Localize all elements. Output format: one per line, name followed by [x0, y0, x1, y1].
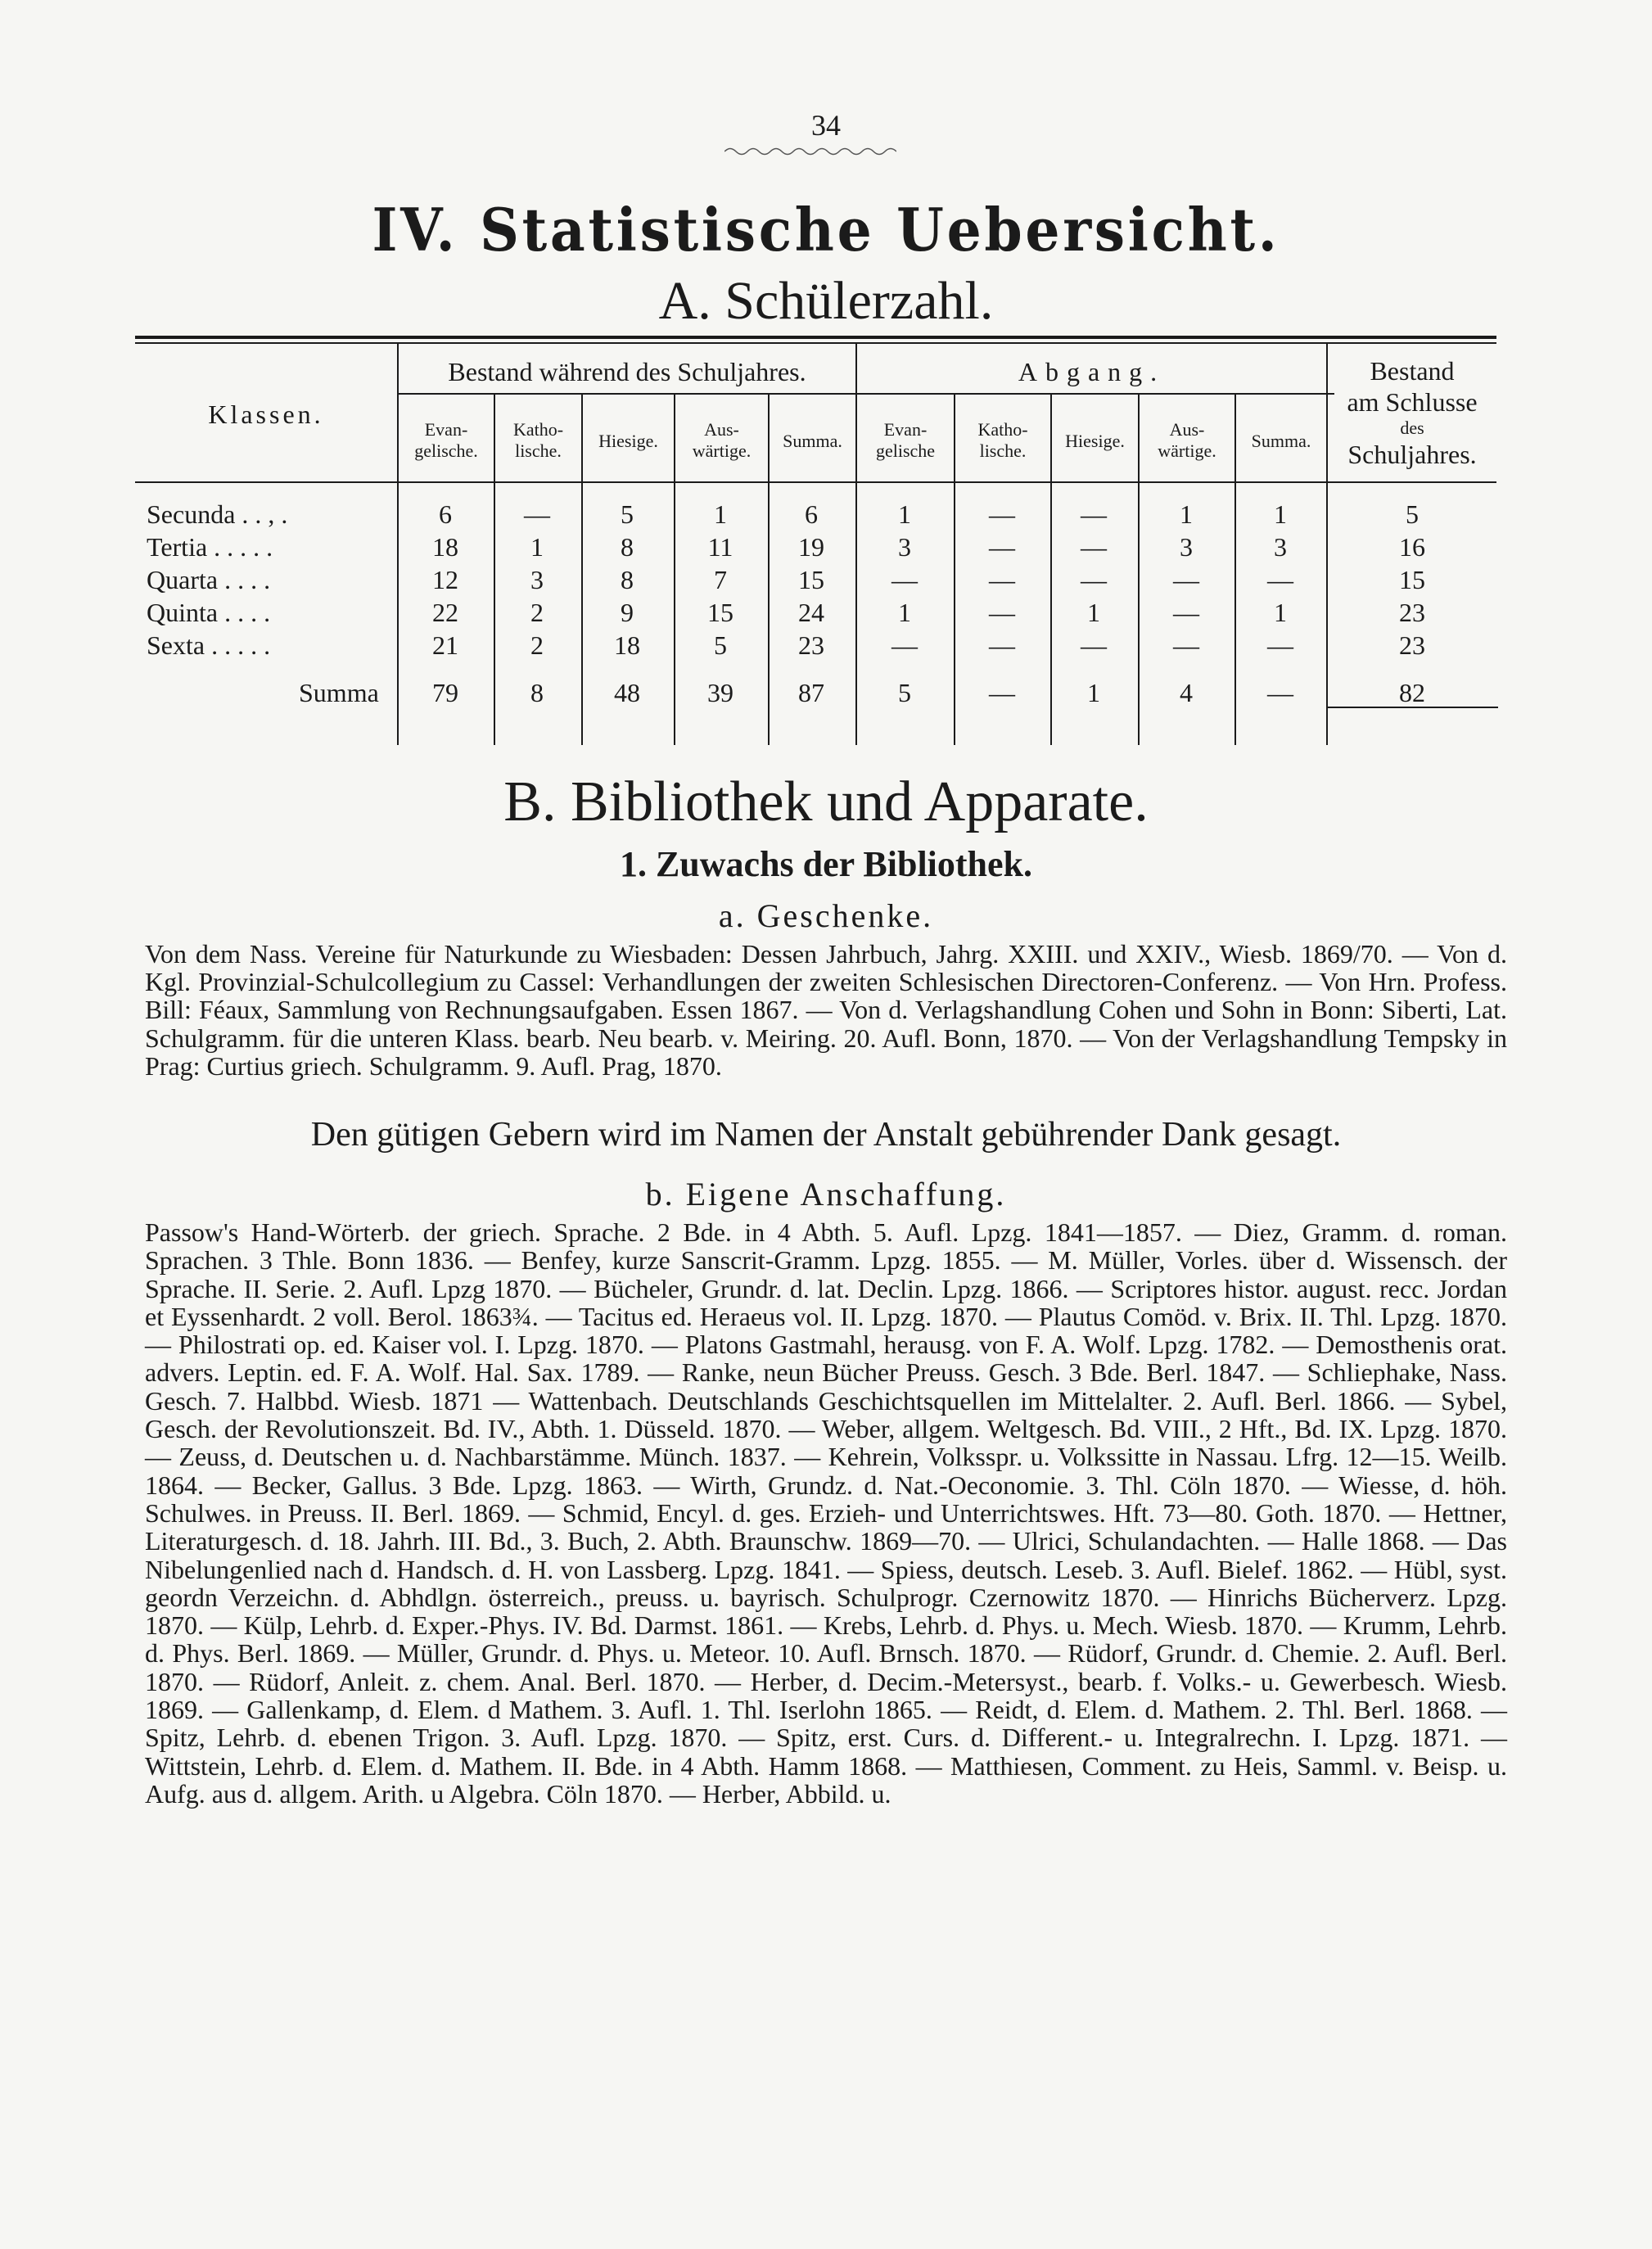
subheader-line: Katho-	[512, 419, 564, 440]
header-schluss-line: am Schlusse	[1347, 387, 1478, 417]
subheader-line: Evan-	[883, 419, 928, 440]
table-cell: 6	[439, 499, 452, 529]
header-bestand-schluss	[1328, 355, 1496, 470]
table-top-rule	[135, 336, 1496, 339]
table-cell: 1	[530, 532, 544, 562]
subheader-line: Aus-	[1169, 419, 1205, 440]
header-schluss-line: des	[1400, 418, 1424, 438]
table-cell: —	[989, 630, 1015, 660]
summa-cell: 5	[898, 678, 911, 707]
paragraph-anschaffung: Passow's Hand-Wörterb. der griech. Sprache. 2 Bde. in 4 Abth. 5. Aufl. Lpzg. 1841—1857. — Diez, Gramm. d. roman. Sprachen. 3 Thle. Bonn 1836. — Benfey, kurze Sanscrit-Gramm. Lpzg. 1855. — M. Müller, Vorles. über d. Wissensch. der Sprache. II. Serie. 2. Aufl. Lpzg 1870. — Bücheler, Grundr. d. lat. Declin. Lpzg. 1866. — Scriptores histor. august. recc. Jordan et Eyssenhardt. 2 voll. Berol. 1863¾. — Tacitus ed. Heraeus vol. II. Lpzg. 1870. — Plautus Comöd. v. Brix. II. Thl. Lpzg. 1870. — Philostrati op. ed. Kaiser vol. I. Lpzg. 1870. — Platons Gastmahl, herausg. von F. A. Wolf. Lpzg. 1782. — Demosthenis orat. advers. Leptin. ed. F. A. Wolf. Hal. Sax. 1789. — Ranke, neun Bücher Preuss. Gesch. 3 Bde. Berl. 1847. — Schliephake, Nass. Gesch. 7. Halbbd. Wiesb. 1871 — Wattenbach. Deutschlands Geschichtsquellen im Mittelalter. 2. Aufl. Berl. 1866. — Sybel, Gesch. der Revolutionszeit. Bd. IV., Abth. 1. Düsseld. 1870. — Weber, allgem. Weltgesch. Bd. VIII., 2 Hft., Bd. IX. Lpzg. 1870. — Zeuss, d. Deutschen u. d. Nachbarstämme. Münch. 1837. — Kehrein, Volksspr. u. Volkssitte in Nassau. Lfrg. 12—15. Weilb. 1864. — Becker, Gallus. 3 Bde. Lpzg. 1863. — Wirth, Grundz. d. Nat.-Oeconomie. 3. Thl. Cöln 1870. — Wiesse, d. höh. Schulwes. in Preuss. II. Berl. 1869. — Schmid, Encyl. d. ges. Erzieh- und Unterrichtswes. Hft. 73—80. Goth. 1870. — Hettner, Literaturgesch. d. 18. Jahrh. III. Bd., 3. Buch, 2. Abth. Braunschw. 1869—70. — Ulrici, Schulandachten. — Halle 1868. — Das Nibelungenlied nach d. Handsch. d. H. von Lassberg. Lpzg. 1841. — Spiess, deutsch. Leseb. 3. Aufl. Bielef. 1862. — Hübl, syst. geordn Verzeichn. d. Abhdlgn. österreich., preuss. u. bayrisch. Schulprogr. Czernowitz 1870. — Hinrichs Bücherverz. Lpzg. 1870. — Külp, Lehrb. d. Exper.-Phys. IV. Bd. Darmst. 1861. — Krebs, Lehrb. d. Phys. u. Mech. Wiesb. 1870. — Krumm, Lehrb. d. Phys. Berl. 1869. — Müller, Grundr. d. Phys. u. Meteor. 10. Aufl. Brnsch. 1870. — Rüdorf, Grundr. d. Chemie. 2. Aufl. Berl. 1870. — Rüdorf, Anleit. z. chem. Anal. Berl. 1870. — Herber, d. Decim.-Metersyst., bearb. f. Volks.- u. Gewerbesch. Wiesb. 1869. — Gallenkamp, d. Elem. d Mathem. 3. Aufl. 1. Thl. Iserlohn 1865. — Reidt, d. Elem. d. Mathem. 2. Thl. Berl. 1868. — Spitz, Lehrb. d. ebenen Trigon. 3. Aufl. Lpzg. 1870. — Spitz, erst. Curs. d. Different.- u. Integralrechn. I. Lpzg. 1871. — Wittstein, Lehrb. d. Elem. d. Mathem. II. Bde. in 4 Abth. Hamm 1868. — Matthiesen, Comment. zu Heis, Samml. v. Beisp. u. Aufg. aus d. allgem. Arith. u Algebra. Cöln 1870. — Herber, Abbild. u.	[145, 1217, 1507, 1809]
table-cell: 5	[714, 630, 727, 660]
section-heading-bibliothek: B. Bibliothek und Apparate.	[503, 770, 1149, 833]
subheader-evangelische	[399, 419, 494, 462]
table-cell: 2	[530, 630, 544, 660]
table-cell: 9	[621, 598, 634, 627]
table-cell: 23	[1399, 630, 1425, 660]
header-schluss-line: Schuljahres.	[1347, 440, 1477, 469]
row-label: Quinta . . . .	[147, 598, 271, 627]
col-rule	[397, 344, 399, 745]
table-cell: —	[524, 499, 550, 529]
table-cell: 2	[530, 598, 544, 627]
ornament-wave	[724, 146, 896, 157]
table-cell: —	[1081, 499, 1107, 529]
table-cell: —	[1267, 630, 1293, 660]
table-cell: —	[1267, 565, 1293, 594]
row-label: Quarta . . . .	[147, 565, 271, 594]
table-cell: —	[891, 565, 918, 594]
subheader-abgang-auswaertige	[1140, 419, 1234, 462]
summa-cell: —	[1267, 678, 1293, 707]
subheader-hiesige: Hiesige.	[598, 431, 658, 451]
table-cell: 6	[805, 499, 818, 529]
table-cell: 18	[432, 532, 458, 562]
subheader-line: Aus-	[704, 419, 739, 440]
table-cell: 19	[798, 532, 824, 562]
row-label: Tertia . . . . .	[147, 532, 273, 562]
table-cell: 11	[707, 532, 733, 562]
subsection-heading-anschaffung: b. Eigene Anschaffung.	[645, 1176, 1007, 1213]
row-label: Sexta . . . . .	[147, 630, 271, 660]
table-cell: 1	[1087, 598, 1100, 627]
table-cell: —	[1081, 532, 1107, 562]
statistics-table	[135, 336, 1496, 745]
page-number: 34	[811, 109, 841, 142]
header-divider	[397, 393, 1334, 395]
table-cell: —	[989, 565, 1015, 594]
summa-cell: —	[989, 678, 1015, 707]
table-cell: 8	[621, 532, 634, 562]
summa-label: Summa	[299, 678, 379, 707]
subheader-katholische	[495, 419, 581, 462]
table-cell: 22	[432, 598, 458, 627]
table-cell: —	[1173, 598, 1199, 627]
table-cell: 1	[1180, 499, 1193, 529]
table-cell: 3	[1274, 532, 1287, 562]
subheader-line: lische.	[979, 440, 1027, 461]
subheader-line: lische.	[515, 440, 562, 461]
table-cell: 1	[898, 499, 911, 529]
table-cell: 1	[898, 598, 911, 627]
table-cell: —	[989, 598, 1015, 627]
subheader-abgang-hiesige: Hiesige.	[1065, 431, 1125, 451]
table-cell: —	[1173, 565, 1199, 594]
table-cell: 23	[798, 630, 824, 660]
summa-cell: 1	[1087, 678, 1100, 707]
table-cell: —	[989, 532, 1015, 562]
header-schluss-line: Bestand	[1370, 356, 1455, 386]
paragraph-geschenke: Von dem Nass. Vereine für Naturkunde zu Wiesbaden: Dessen Jahrbuch, Jahrg. XXIII. und XXIV., Wiesb. 1869/70. — Von d. Kgl. Provinzial-Schulcollegium zu Cassel: Verhandlungen der zweiten Schlesischen Directoren-Conferenz. — Von Hrn. Profess. Bill: Féaux, Sammlung von Rechnungsaufgaben. Essen 1867. — Von d. Verlagshandlung Cohen und Sohn in Bonn: Siberti, Lat. Schulgramm. für die unteren Klass. bearb. Neu bearb. v. Meiring. 20. Aufl. Bonn, 1870. — Von der Verlagshandlung Tempsky in Prag: Curtius griech. Schulgramm. 9. Aufl. Prag, 1870.	[145, 939, 1507, 1081]
table-cell: 3	[898, 532, 911, 562]
page-title: IV. Statistische Uebersicht.	[372, 195, 1280, 264]
table-cell: 5	[621, 499, 634, 529]
subheader-line: Evan-	[424, 419, 468, 440]
subheader-line: gelische	[875, 440, 936, 461]
subheader-abgang-summa: Summa.	[1251, 431, 1311, 451]
subheader-line: wärtige.	[1158, 440, 1216, 461]
thanks-line: Den gütigen Gebern wird im Namen der Anstalt gebührender Dank gesagt.	[310, 1116, 1342, 1154]
summa-cell: 82	[1399, 678, 1425, 707]
subheader-summa: Summa.	[783, 431, 842, 451]
section-heading-schuelerzahl: A. Schülerzahl.	[658, 271, 994, 331]
table-cell: —	[1081, 630, 1107, 660]
header-bestand-group: Bestand während des Schuljahres.	[448, 357, 806, 386]
header-bottom-rule	[135, 481, 1496, 483]
header-abgang-group: Abgang.	[1018, 357, 1166, 386]
summa-cell: 79	[432, 678, 458, 707]
row-label: Secunda . . , .	[147, 499, 288, 529]
header-klassen: Klassen.	[208, 400, 324, 429]
table-cell: 1	[1274, 598, 1287, 627]
table-cell: 5	[1406, 499, 1419, 529]
subsection-heading-zuwachs: 1. Zuwachs der Bibliothek.	[619, 844, 1033, 884]
table-cell: 15	[707, 598, 733, 627]
table-cell: 3	[530, 565, 544, 594]
summa-cell: 39	[707, 678, 733, 707]
table-cell: 15	[1399, 565, 1425, 594]
summa-cell: 8	[530, 678, 544, 707]
col-rule	[855, 344, 857, 745]
table-cell: 23	[1399, 598, 1425, 627]
subheader-abgang-evangelische	[857, 419, 954, 462]
table-cell: 21	[432, 630, 458, 660]
summa-cell: 87	[798, 678, 824, 707]
subheader-abgang-katholische	[955, 419, 1050, 462]
table-cell: 12	[432, 565, 458, 594]
table-cell: 8	[621, 565, 634, 594]
table-cell: —	[989, 499, 1015, 529]
table-top-rule-thin	[135, 342, 1496, 344]
table-cell: 1	[1274, 499, 1287, 529]
summa-cell: 4	[1180, 678, 1193, 707]
table-cell: 24	[798, 598, 824, 627]
summa-cell: 48	[614, 678, 640, 707]
table-cell: 15	[798, 565, 824, 594]
table-cell: 7	[714, 565, 727, 594]
table-cell: —	[1081, 565, 1107, 594]
subheader-line: Katho-	[977, 419, 1028, 440]
table-cell: 1	[714, 499, 727, 529]
subheader-auswaertige	[675, 419, 768, 462]
subsection-heading-geschenke: a. Geschenke.	[718, 897, 934, 934]
table-cell: 16	[1399, 532, 1425, 562]
table-cell: —	[891, 630, 918, 660]
table-cell: 18	[614, 630, 640, 660]
table-cell: —	[1173, 630, 1199, 660]
subheader-line: wärtige.	[692, 440, 752, 461]
subheader-line: gelische.	[414, 440, 478, 461]
table-cell: 3	[1180, 532, 1193, 562]
